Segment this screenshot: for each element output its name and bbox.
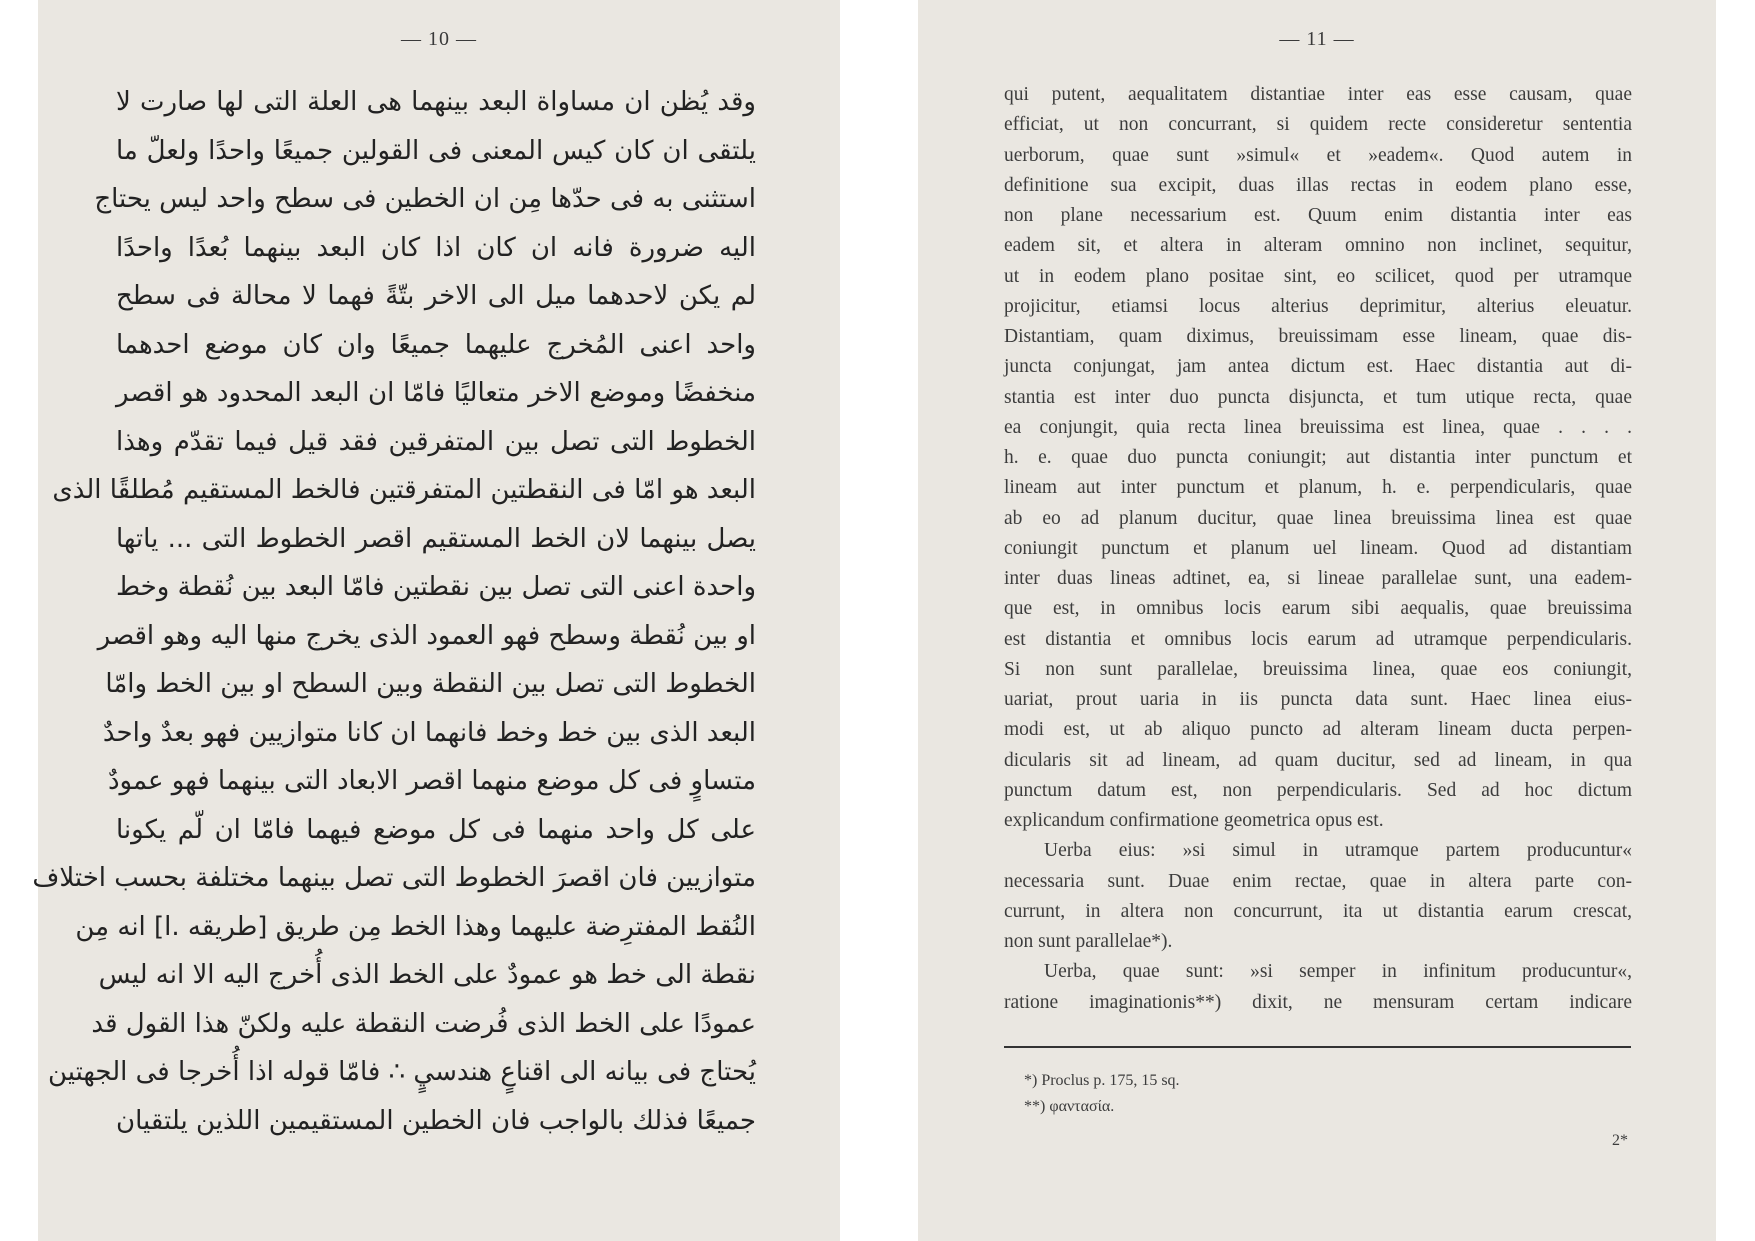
text-line: non sunt parallelae*). xyxy=(1004,931,1173,952)
text-line: يلتقى ان كان كيس المعنى فى القولين جميعًا واحدًا ولعلّ ما xyxy=(116,135,756,166)
text-line: Uerba, quae sunt: »si semper in infinitum producuntur«, xyxy=(1044,961,1632,983)
text-line: جميعًا فذلك بالواجب فان الخطين المستقيمين اللذين يلتقيان xyxy=(116,1105,756,1136)
text-line: متساوٍ فى كل موضع منهما اقصر الابعاد التى بينهما فهو عمودٌ xyxy=(107,766,756,796)
text-line: واحدة اعنى التى تصل بين نقطتين فامّا البعد بين نُقطة وخط xyxy=(116,572,756,602)
text-line: منخفضًا وموضع الاخر متعاليًا فامّا ان البعد المحدود هو اقصر xyxy=(116,378,756,408)
text-line: stantia est inter duo puncta disjuncta, et tum utique recta, quae xyxy=(1004,386,1632,408)
text-line: Uerba eius: »si simul in utramque partem producuntur« xyxy=(1044,840,1632,862)
text-line: uariat, prout uaria in iis puncta data sunt. Haec linea eius- xyxy=(1004,689,1632,710)
text-line: Si non sunt parallelae, breuissima linea, quae eos coniungit, xyxy=(1004,658,1632,680)
text-line: واحد اعنى المُخرج عليهما جميعًا وان كان موضع احدهما xyxy=(116,329,756,360)
text-line: currunt, in altera non concurrunt, ita ut distantia earum crescat, xyxy=(1004,900,1632,922)
right-page xyxy=(918,0,1716,1241)
text-line: يُحتاج فى بيانه الى اقناعٍ هندسيٍ ∴ فامّا قوله اذا أُخرجا فى الجهتين xyxy=(47,1057,756,1087)
text-line: qui putent, aequalitatem distantiae inter eas esse causam, quae xyxy=(1004,84,1632,105)
text-line: الخطوط التى تصل بين النقطة وبين السطح او بين الخط وامّا xyxy=(105,669,756,699)
footnote: **) φαντασία. xyxy=(1024,1098,1115,1115)
text-line: اليه ضرورة فانه ان كان اذا كان البعد بينهما بُعدًا واحدًا xyxy=(116,232,756,263)
text-line: او بين نُقطة وسطح فهو العمود الذى يخرج منها اليه وهو اقصر xyxy=(97,620,756,651)
footnote: *) Proclus p. 175, 15 sq. xyxy=(1024,1072,1180,1089)
text-line: necessaria sunt. Duae enim rectae, quae in altera parte con- xyxy=(1004,870,1632,892)
text-line: h. e. quae duo puncta coniungit; aut distantia inter punctum et xyxy=(1004,447,1632,468)
text-line: استثنى به فى حدّها مِن ان الخطين فى سطح واحد ليس يحتاج xyxy=(94,184,756,214)
left-page xyxy=(32,0,840,1241)
text-line: est distantia et omnibus locis earum ad utramque perpendicularis. xyxy=(1004,628,1632,650)
text-line: definitione sua excipit, duas illas rectas in eodem plano esse, xyxy=(1004,174,1632,196)
text-line: على كل واحد منهما فى كل موضع فيهما فامّا ان لّم يكونا xyxy=(116,814,756,845)
text-line: ab eo ad planum ducitur, quae linea breuissima linea est quae xyxy=(1004,507,1632,529)
text-line: efficiat, ut non concurrant, si quidem recte consideretur sententia xyxy=(1004,114,1632,136)
page-number-right: — 11 — xyxy=(1279,28,1355,50)
text-line: eadem sit, et altera in alteram omnino non inclinet, sequitur, xyxy=(1004,235,1632,257)
latin-text-block xyxy=(1004,80,1632,1018)
text-line: البعد هو امّا فى النقطتين المتفرقتين فالخط المستقيم مُطلقًا الذى xyxy=(52,475,756,505)
text-line: modi est, ut ab aliquo puncto ad alteram lineam ducta perpen- xyxy=(1004,719,1632,741)
text-line: عمودًا على الخط الذى فُرضت النقطة عليه ولكنّ هذا القول قد xyxy=(91,1008,756,1039)
text-line: non plane necessarium est. Quum enim distantia inter eas xyxy=(1004,205,1632,226)
text-line: ea conjungit, quia recta linea breuissima est linea, quae . . . . xyxy=(1004,416,1632,438)
text-line: inter duas lineas adtinet, ea, si lineae parallelae sunt, una eadem- xyxy=(1004,568,1632,589)
text-line: متوازيين فان اقصرَ الخطوط التى تصل بينهما مختلفة بحسب اختلاف xyxy=(32,863,756,893)
text-line: juncta conjungat, jam antea dictum est. Haec distantia aut di- xyxy=(1004,356,1632,378)
text-line: لم يكن لاحدهما ميل الى الاخر بتّةً فهما لا محالة فى سطح xyxy=(116,281,756,311)
text-line: uerborum, quae sunt »simul« et »eadem«. Quod autem in xyxy=(1004,144,1632,166)
text-line: وقد يُظن ان مساواة البعد بينهما هى العلة التى لها صارت لا xyxy=(116,87,756,117)
text-line: Distantiam, quam diximus, breuissimam esse lineam, quae dis- xyxy=(1004,326,1632,347)
text-line: ut in eodem plano positae sint, eo scilicet, quod per utramque xyxy=(1004,265,1632,287)
text-line: نقطة الى خط هو عمودٌ على الخط الذى أُخرج اليه الا انه ليس xyxy=(98,960,756,990)
footnote-divider xyxy=(1004,1046,1631,1048)
text-line: coniungit punctum et planum uel lineam. Quod ad distantiam xyxy=(1004,537,1632,559)
text-line: يصل بينهما لان الخط المستقيم اقصر الخطوط التى ... ياتها xyxy=(116,523,756,554)
text-line: dicularis sit ad lineam, ad quam ducitur, sed ad lineam, in qua xyxy=(1004,749,1632,771)
signature-mark: 2* xyxy=(1612,1132,1628,1149)
page-number-left: — 10 — xyxy=(401,28,477,50)
footnotes xyxy=(1024,1068,1624,1120)
text-line: ratione imaginationis**) dixit, ne mensuram certam indicare xyxy=(1004,991,1632,1013)
text-line: projicitur, etiamsi locus alterius deprimitur, alterius eleuatur. xyxy=(1004,295,1632,317)
text-line: الخطوط التى تصل بين المتفرقين فقد قيل فيما تقدّم وهذا xyxy=(116,426,756,457)
text-line: punctum datum est, non perpendicularis. Sed ad hoc dictum xyxy=(1004,779,1632,801)
text-line: explicandum confirmatione geometrica opus est. xyxy=(1004,810,1384,831)
text-line: البعد الذى بين خط وخط فانهما ان كانا متوازيين فهو بعدٌ واحدٌ xyxy=(102,717,756,748)
text-line: النُقط المفترِضة عليهما وهذا الخط مِن طريق [طريقه .ا] انه مِن xyxy=(75,911,756,942)
text-line: lineam aut inter punctum et planum, h. e. perpendicularis, quae xyxy=(1004,477,1632,499)
arabic-text-block xyxy=(32,78,756,1145)
text-line: que est, in omnibus locis earum sibi aequalis, quae breuissima xyxy=(1004,598,1632,620)
